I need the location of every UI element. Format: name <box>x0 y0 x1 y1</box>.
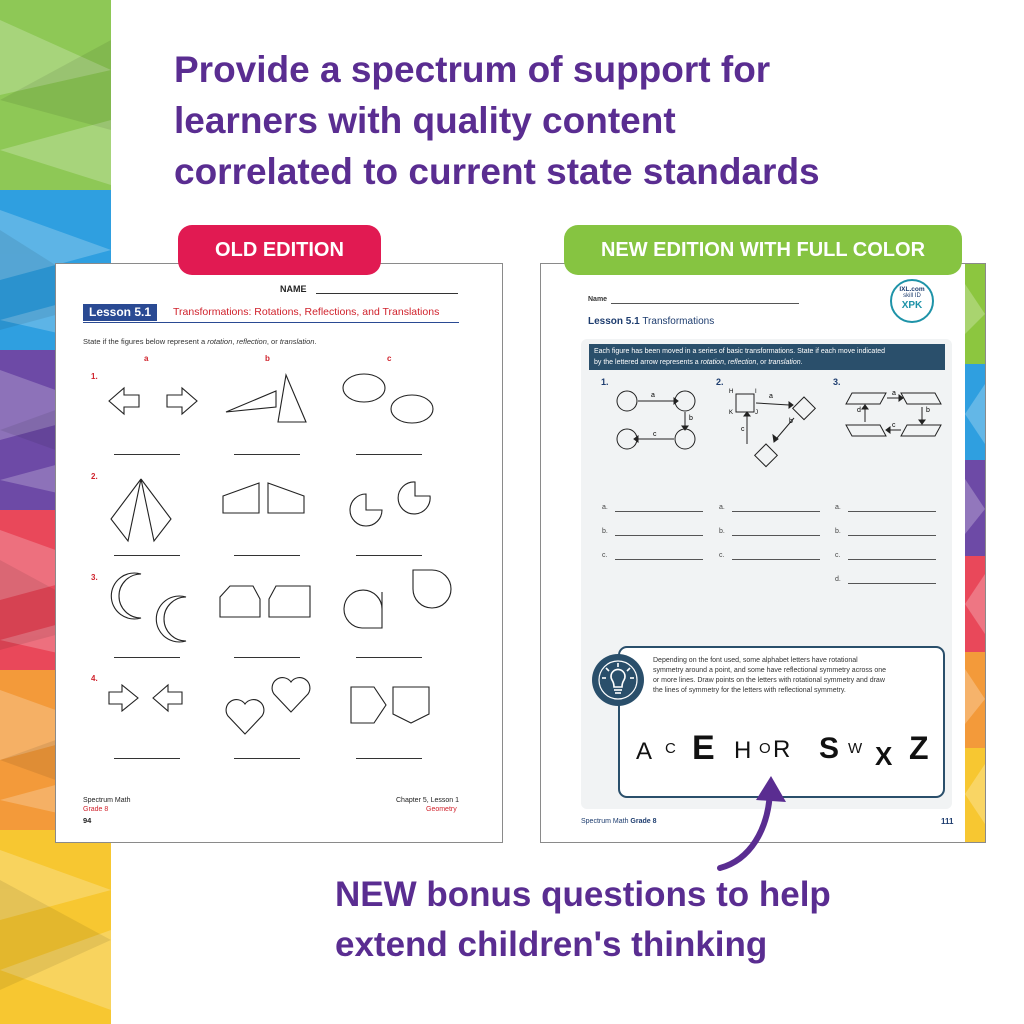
old-row-num-3: 3. <box>91 573 98 582</box>
answer-letter-1b: b. <box>602 528 608 535</box>
callout-arrow-icon <box>700 770 820 880</box>
heart-shape <box>272 678 310 712</box>
square-shape <box>755 444 778 467</box>
letter-C: C <box>665 740 676 757</box>
new-problem-1: 1. <box>601 377 609 387</box>
answer-line <box>234 657 300 658</box>
old-row-num-1: 1. <box>91 372 98 381</box>
old-figures <box>56 264 502 784</box>
answer-letter-1c: c. <box>602 552 608 559</box>
answer-line <box>615 535 703 536</box>
answer-letter-3d: d. <box>835 576 841 583</box>
bonus-text <box>653 656 886 696</box>
old-footer-brand: Spectrum Math <box>83 797 131 804</box>
new-footer-grade: Grade 8 <box>630 818 657 825</box>
old-col-label-b: b <box>265 354 270 363</box>
fig-letter-c3: c <box>892 422 896 429</box>
pentagon-shape <box>351 687 386 723</box>
fig-letter-K: K <box>729 410 734 416</box>
teardrop-shape <box>344 590 382 628</box>
right-arrow-shape <box>167 388 197 414</box>
answer-line <box>848 535 936 536</box>
old-footer-grade: Grade 8 <box>83 806 109 813</box>
answer-line <box>356 454 422 455</box>
letter-H: H <box>734 737 752 764</box>
answer-line <box>848 511 936 512</box>
teardrop-shape <box>413 570 451 608</box>
lightbulb-icon <box>592 654 644 706</box>
color-edge-strip-decoration <box>965 264 985 842</box>
answer-letter-3b: b. <box>835 528 841 535</box>
new-instr-part2: by the lettered arrow represents a <box>594 359 701 366</box>
letter-E: E <box>692 729 715 767</box>
answer-line <box>848 559 936 560</box>
new-footer-page: 111 <box>941 817 954 826</box>
ellipse-shape <box>343 374 385 402</box>
old-instr-sep2: , or <box>266 337 280 346</box>
ixl-skill-badge <box>890 279 934 323</box>
bonus-text-line1: Depending on the font used, some alphabet letters have rotational <box>653 657 858 664</box>
square-shape <box>793 397 816 420</box>
new-name-label: Name <box>588 296 608 303</box>
new-edition-page <box>540 263 986 843</box>
old-footer-topic: Geometry <box>426 806 457 813</box>
old-name-label: NAME <box>280 284 307 294</box>
answer-line <box>114 758 180 759</box>
quad-shape <box>268 483 304 513</box>
new-instr-line1: Each figure has been moved in a series of basic transformations. State if each move indicated <box>594 348 886 355</box>
fig-letter-d3: d <box>857 407 861 414</box>
old-lesson-title: Transformations: Rotations, Reflections, and Translations <box>173 306 440 318</box>
answer-line <box>356 657 422 658</box>
answer-line <box>114 657 180 658</box>
quad-shape <box>223 483 259 513</box>
fig-letter-c2: c <box>741 426 745 433</box>
new-lesson-title: Transformations <box>642 316 715 327</box>
letter-R: R <box>773 736 791 763</box>
new-footer-left <box>581 818 657 825</box>
answer-line <box>615 511 703 512</box>
kite-shape <box>111 479 141 541</box>
fig-letter-a2: a <box>769 393 773 400</box>
new-figures <box>541 374 961 494</box>
ixl-badge-code: XPK <box>901 300 923 311</box>
answer-line <box>732 559 820 560</box>
fig-letter-b2: b <box>789 418 793 425</box>
new-instr-reflection: reflection <box>727 359 757 366</box>
old-footer-page: 94 <box>83 816 92 825</box>
old-instr-rotation: rotation <box>207 337 233 346</box>
fig-letter-J: J <box>755 410 758 416</box>
square-shape <box>736 394 754 412</box>
answer-line <box>732 535 820 536</box>
arrowhead-shape <box>744 412 750 416</box>
old-col-label-c: c <box>387 354 392 363</box>
letter-Z: Z <box>909 730 929 766</box>
answer-line <box>848 583 936 584</box>
bonus-tagline <box>335 870 995 970</box>
bonus-tagline-line2: extend children's thinking <box>335 925 768 964</box>
answer-line <box>234 758 300 759</box>
new-name-line <box>611 303 799 304</box>
arrowhead-shape <box>789 402 793 408</box>
new-problem-2: 2. <box>716 377 724 387</box>
fig-letter-c: c <box>653 431 657 438</box>
letter-W: W <box>848 740 863 757</box>
pacman-shape <box>398 482 430 514</box>
bonus-text-line3: or more lines. Draw points on the letters with rotational symmetry and draw <box>653 677 885 684</box>
old-edition-tag: OLD EDITION <box>178 225 381 275</box>
letter-X: X <box>875 741 893 771</box>
answer-line <box>114 555 180 556</box>
old-col-label-a: a <box>144 354 149 363</box>
new-instr-translation: translation <box>768 359 801 366</box>
pentagon-shape <box>393 687 429 723</box>
parallelogram-shape <box>846 425 886 436</box>
old-instr-reflection: reflection <box>236 337 267 346</box>
fig-letter-I: I <box>755 389 757 395</box>
heart-shape <box>226 700 264 734</box>
letter-O: O <box>759 740 771 757</box>
answer-line <box>234 454 300 455</box>
new-instr-rotation: rotation <box>700 359 724 366</box>
new-instr-sep2: , or <box>756 359 769 366</box>
arrowhead-shape <box>919 420 925 424</box>
answer-letter-2b: b. <box>719 528 725 535</box>
old-instr-suffix: . <box>314 337 317 346</box>
triangle-shape <box>278 375 306 422</box>
new-instr-sep1: , <box>723 359 728 366</box>
bonus-text-line4: the lines of symmetry for the letters with reflectional symmetry. <box>653 687 846 694</box>
new-instr-line2 <box>594 357 940 368</box>
headline-line-3: correlated to current state standards <box>174 151 820 192</box>
fig-letter-a3: a <box>892 390 896 397</box>
bonus-text-line2: symmetry around a point, and some have reflectional symmetry across one <box>653 667 887 674</box>
new-lesson-heading <box>588 316 714 327</box>
old-instr-sep1: , <box>232 337 237 346</box>
answer-letter-2c: c. <box>719 552 725 559</box>
moon-shape <box>111 573 141 619</box>
answer-line <box>234 555 300 556</box>
fig-letter-a: a <box>651 392 655 399</box>
kite-shape <box>141 479 171 541</box>
parallelogram-shape <box>846 393 886 404</box>
answer-letter-3a: a. <box>835 504 841 511</box>
pentagon-shape <box>220 586 260 617</box>
headline <box>174 44 974 197</box>
headline-line-1: Provide a spectrum of support for <box>174 49 771 90</box>
pacman-shape <box>350 494 382 526</box>
answer-letter-1a: a. <box>602 504 608 511</box>
ixl-badge-line1: IXL.com <box>899 286 925 293</box>
old-row-num-2: 2. <box>91 472 98 481</box>
left-arrow-shape <box>153 685 182 711</box>
new-lesson-number: Lesson 5.1 <box>588 316 640 327</box>
new-problem-3: 3. <box>833 377 841 387</box>
answer-line <box>356 758 422 759</box>
fig-letter-b3: b <box>926 407 930 414</box>
fig-letter-H: H <box>729 389 734 395</box>
arrowhead-shape <box>674 398 678 404</box>
moon-shape <box>156 596 186 642</box>
answer-line <box>356 555 422 556</box>
new-instr-suffix: . <box>800 359 803 366</box>
circle-shape <box>675 429 695 449</box>
headline-line-2: learners with quality content <box>174 100 676 141</box>
letter-A: A <box>636 738 653 765</box>
answer-letter-2a: a. <box>719 504 725 511</box>
left-arrow-shape <box>109 388 139 414</box>
parallelogram-shape <box>901 393 941 404</box>
circle-shape <box>617 391 637 411</box>
parallelogram-shape <box>901 425 941 436</box>
new-edition-tag: NEW EDITION WITH FULL COLOR <box>564 225 962 275</box>
old-instr-prefix: State if the figures below represent a <box>83 337 208 346</box>
old-instr-translation: translation <box>279 337 315 346</box>
bonus-tagline-line1: NEW bonus questions to help <box>335 875 831 914</box>
answer-line <box>114 454 180 455</box>
arrowhead-shape <box>862 405 868 409</box>
answer-line <box>615 559 703 560</box>
new-instructions-bar <box>589 344 945 370</box>
answer-letter-3c: c. <box>835 552 841 559</box>
ellipse-shape <box>391 395 433 423</box>
arrowhead-shape <box>634 436 638 442</box>
arrowhead-shape <box>886 427 890 433</box>
alphabet-letters <box>634 724 939 772</box>
new-footer-brand: Spectrum Math <box>581 818 631 825</box>
triangle-shape <box>226 391 276 412</box>
ixl-badge-line2: skill ID <box>903 293 921 299</box>
pentagon-shape <box>269 586 310 617</box>
old-lesson-badge: Lesson 5.1 <box>83 304 157 321</box>
old-footer-chapter: Chapter 5, Lesson 1 <box>396 797 460 804</box>
fig-letter-b: b <box>689 415 693 422</box>
answer-line <box>732 511 820 512</box>
arrowhead-shape <box>773 435 778 442</box>
right-arrow-shape <box>109 685 138 711</box>
old-row-num-4: 4. <box>91 674 98 683</box>
old-edition-page <box>55 263 503 843</box>
letter-S: S <box>819 732 840 765</box>
